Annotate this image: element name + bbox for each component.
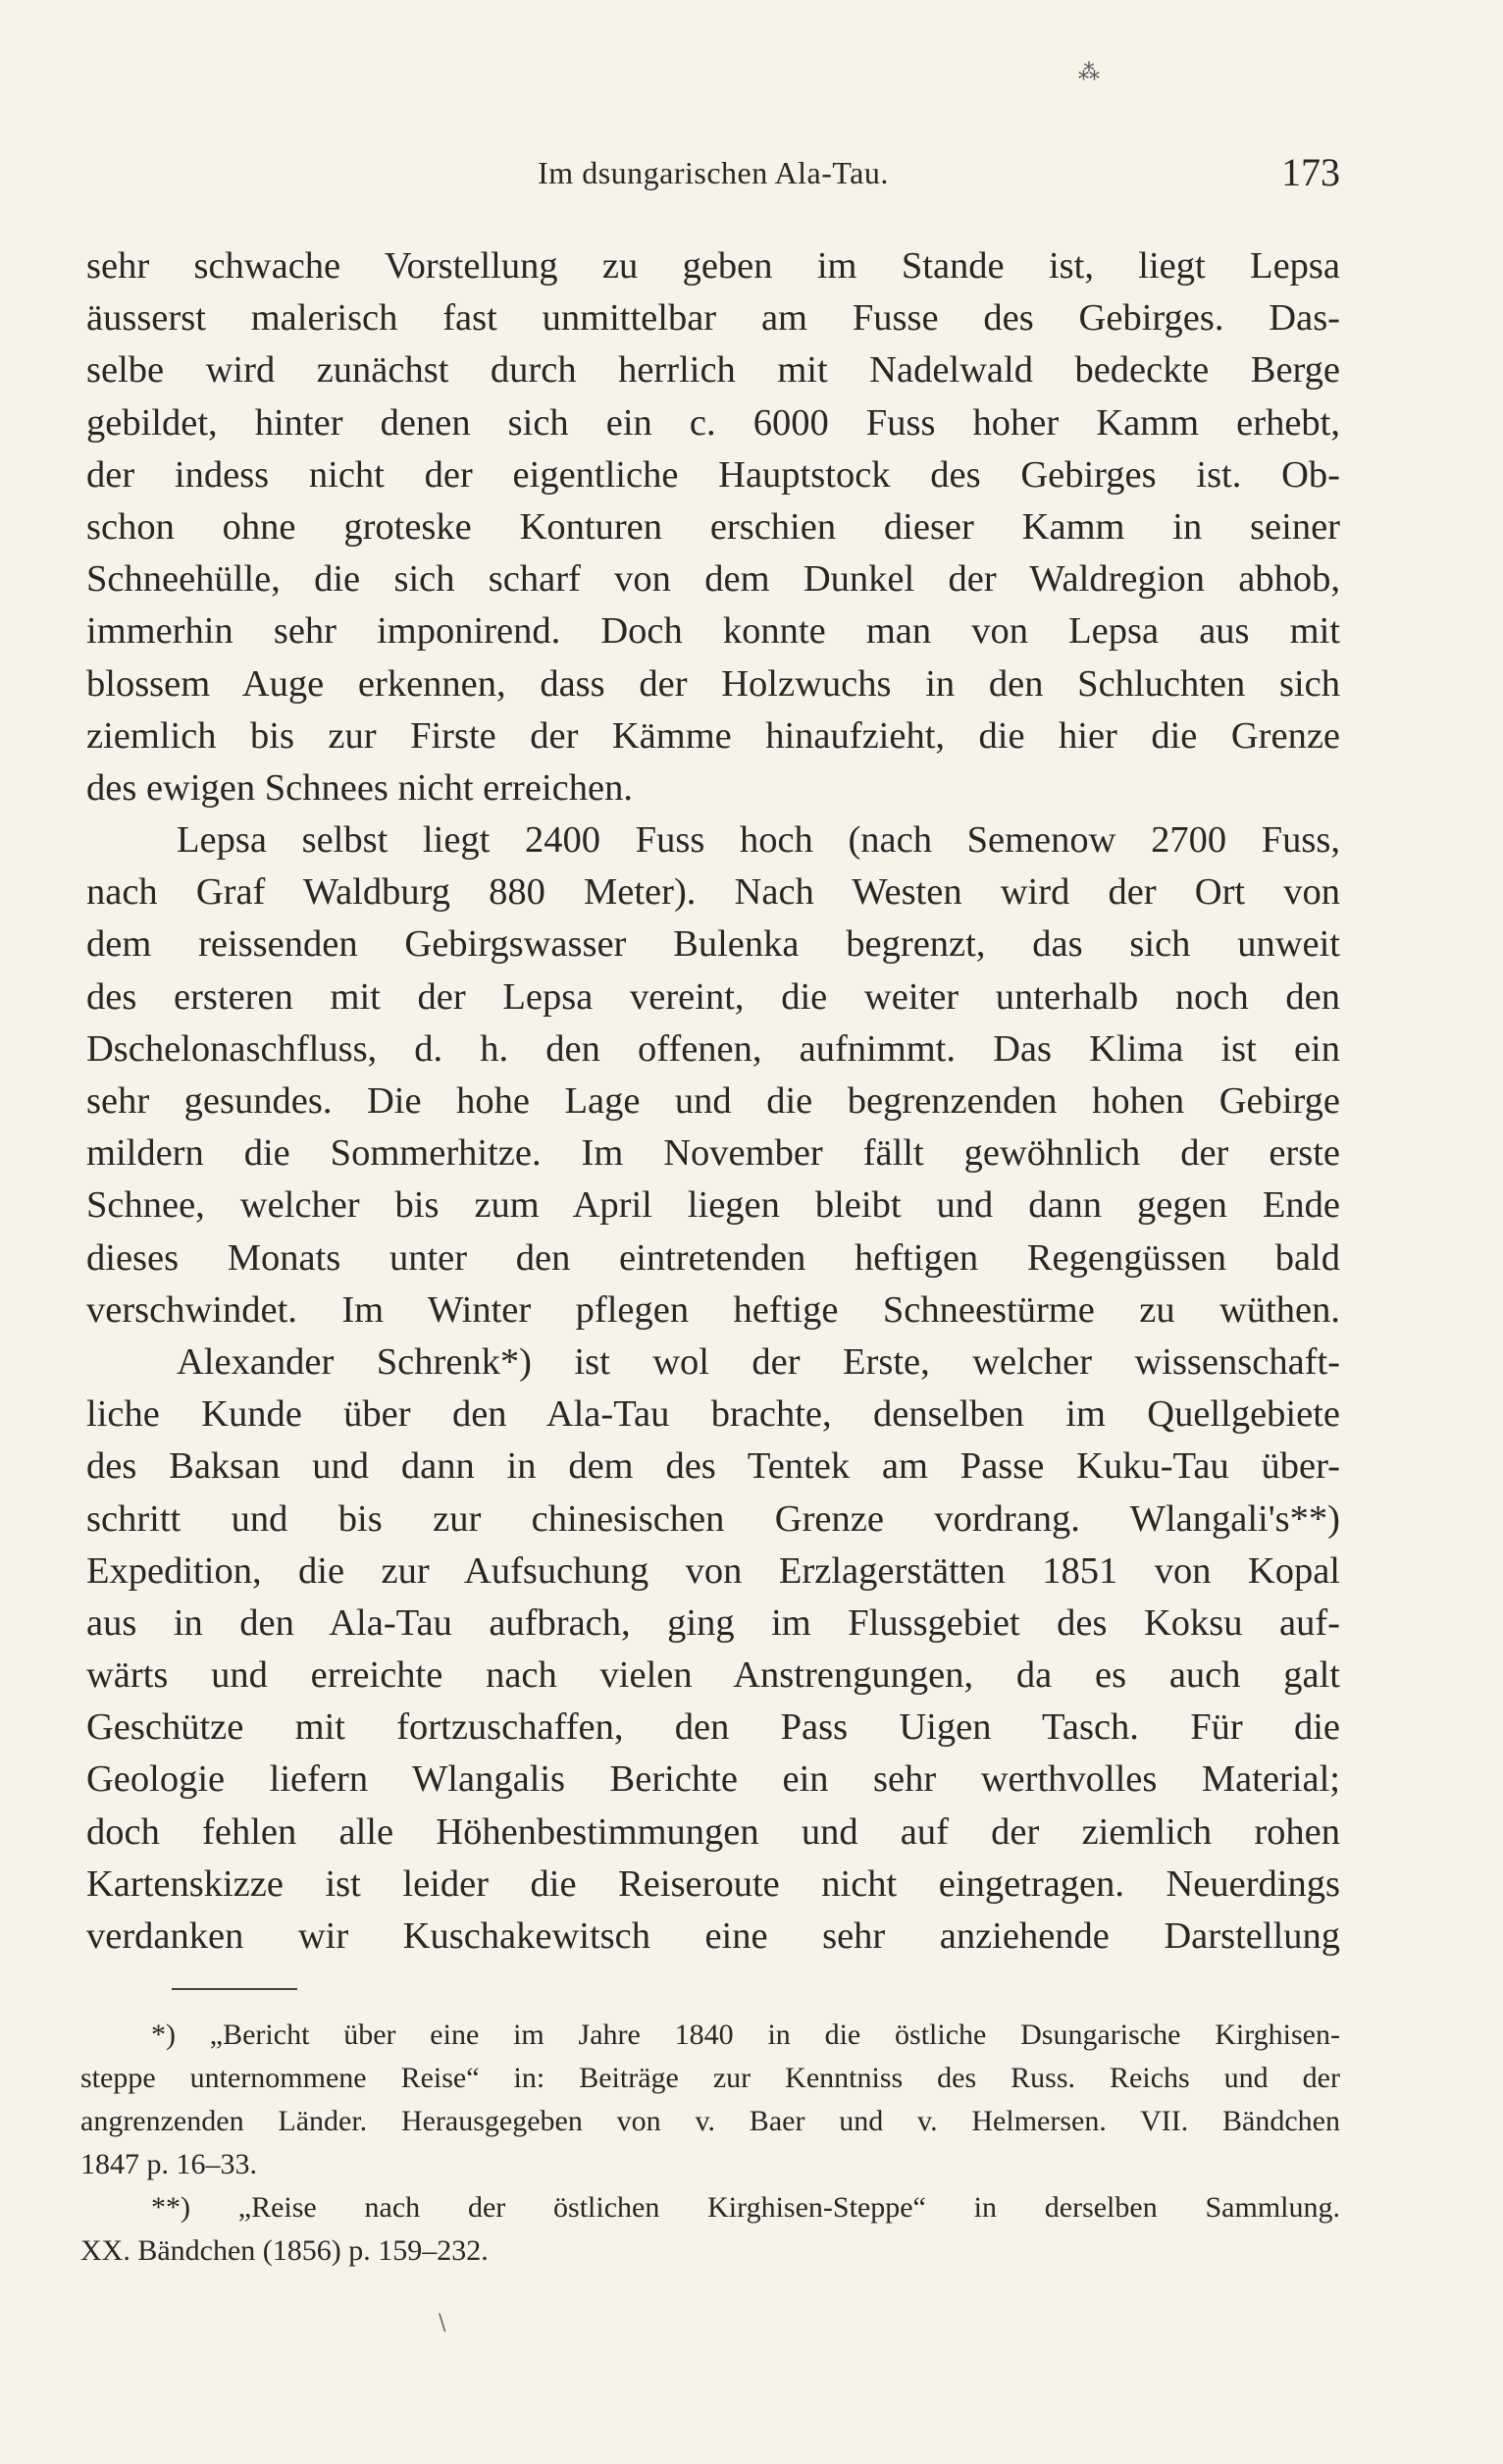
text-line: blossem Auge erkennen, dass der Holzwuchs in den Schluchten sich (86, 662, 1340, 705)
text-line: verschwindet. Im Winter pflegen heftige Schneestürme zu wüthen. (86, 1288, 1340, 1331)
text-line: des ersteren mit der Lepsa vereint, die weiter unterhalb noch den (86, 975, 1340, 1018)
footnote-line: **) „Reise nach der östlichen Kirghisen-Steppe“ in derselben Sammlung. (151, 2191, 1340, 2224)
text-line: selbe wird zunächst durch herrlich mit Nadelwald bedeckte Berge (86, 349, 1340, 392)
text-line: Dschelonaschfluss, d. h. den offenen, aufnimmt. Das Klima ist ein (86, 1027, 1340, 1070)
text-line: Expedition, die zur Aufsuchung von Erzlagerstätten 1851 von Kopal (86, 1549, 1340, 1592)
print-mark-bottom: \ (439, 2311, 446, 2335)
main-text (86, 240, 1340, 1963)
text-line: der indess nicht der eigentliche Hauptstock des Gebirges ist. Ob- (86, 453, 1340, 496)
text-line: aus in den Ala-Tau aufbrach, ging im Flussgebiet des Koksu auf- (86, 1601, 1340, 1644)
text-line: Schneehülle, die sich scharf von dem Dunkel der Waldregion abhob, (86, 558, 1340, 601)
text-line: doch fehlen alle Höhenbestimmungen und auf der ziemlich rohen (86, 1810, 1340, 1853)
text-line: mildern die Sommerhitze. Im November fällt gewöhnlich der erste (86, 1132, 1340, 1175)
text-line: sehr schwache Vorstellung zu geben im Stande ist, liegt Lepsa (86, 245, 1340, 287)
text-line: liche Kunde über den Ala-Tau brachte, denselben im Quellgebiete (86, 1393, 1340, 1436)
text-line: Lepsa selbst liegt 2400 Fuss hoch (nach Semenow 2700 Fuss, (177, 819, 1340, 862)
footnotes (80, 2014, 1340, 2273)
text-line: Alexander Schrenk*) ist wol der Erste, welcher wissenschaft- (177, 1340, 1340, 1383)
text-line: des Baksan und dann in dem des Tentek am Passe Kuku-Tau über- (86, 1445, 1340, 1488)
text-line: äusserst malerisch fast unmittelbar am Fusse des Gebirges. Das- (86, 297, 1340, 340)
footnote-divider (172, 1988, 297, 1990)
text-line: gebildet, hinter denen sich ein c. 6000 Fuss hoher Kamm erhebt, (86, 401, 1340, 444)
text-line: immerhin sehr imponirend. Doch konnte man von Lepsa aus mit (86, 610, 1340, 653)
text-line: Geschütze mit fortzuschaffen, den Pass Uigen Tasch. Für die (86, 1706, 1340, 1749)
text-line: des ewigen Schnees nicht erreichen. (86, 766, 633, 809)
text-line: dieses Monats unter den eintretenden heftigen Regengüssen bald (86, 1236, 1340, 1279)
footnote-line: angrenzenden Länder. Herausgegeben von v. Baer und v. Helmersen. VII. Bändchen (80, 2105, 1340, 2137)
footnote-line: 1847 p. 16–33. (80, 2148, 257, 2180)
text-line: Kartenskizze ist leider die Reiseroute nicht eingetragen. Neuerdings (86, 1862, 1340, 1905)
text-line: Geologie liefern Wlangalis Berichte ein sehr werthvolles Material; (86, 1758, 1340, 1801)
footnote-line: XX. Bändchen (1856) p. 159–232. (80, 2234, 489, 2267)
text-line: ziemlich bis zur Firste der Kämme hinaufzieht, die hier die Grenze (86, 714, 1340, 757)
text-line: schritt und bis zur chinesischen Grenze vordrang. Wlangali's**) (86, 1497, 1340, 1540)
page-number: 173 (1281, 150, 1340, 194)
text-line: nach Graf Waldburg 880 Meter). Nach Westen wird der Ort von (86, 871, 1340, 914)
text-line: verdanken wir Kuschakewitsch eine sehr anziehende Darstellung (86, 1915, 1340, 1957)
running-title: Im dsungarischen Ala-Tau. (538, 155, 889, 190)
text-line: Schnee, welcher bis zum April liegen bleibt und dann gegen Ende (86, 1184, 1340, 1227)
footnote-line: steppe unternommene Reise“ in: Beiträge zur Kenntniss des Russ. Reichs und der (80, 2062, 1340, 2094)
print-mark: ⁂ (1078, 61, 1100, 85)
text-line: schon ohne groteske Konturen erschien dieser Kamm in seiner (86, 505, 1340, 548)
text-line: wärts und erreichte nach vielen Anstrengungen, da es auch galt (86, 1654, 1340, 1697)
text-line: dem reissenden Gebirgswasser Bulenka begrenzt, das sich unweit (86, 923, 1340, 966)
running-head (86, 147, 1340, 206)
footnote-line: *) „Bericht über eine im Jahre 1840 in die östliche Dsungarische Kirghisen- (151, 2018, 1340, 2051)
text-line: sehr gesundes. Die hohe Lage und die begrenzenden hohen Gebirge (86, 1080, 1340, 1122)
